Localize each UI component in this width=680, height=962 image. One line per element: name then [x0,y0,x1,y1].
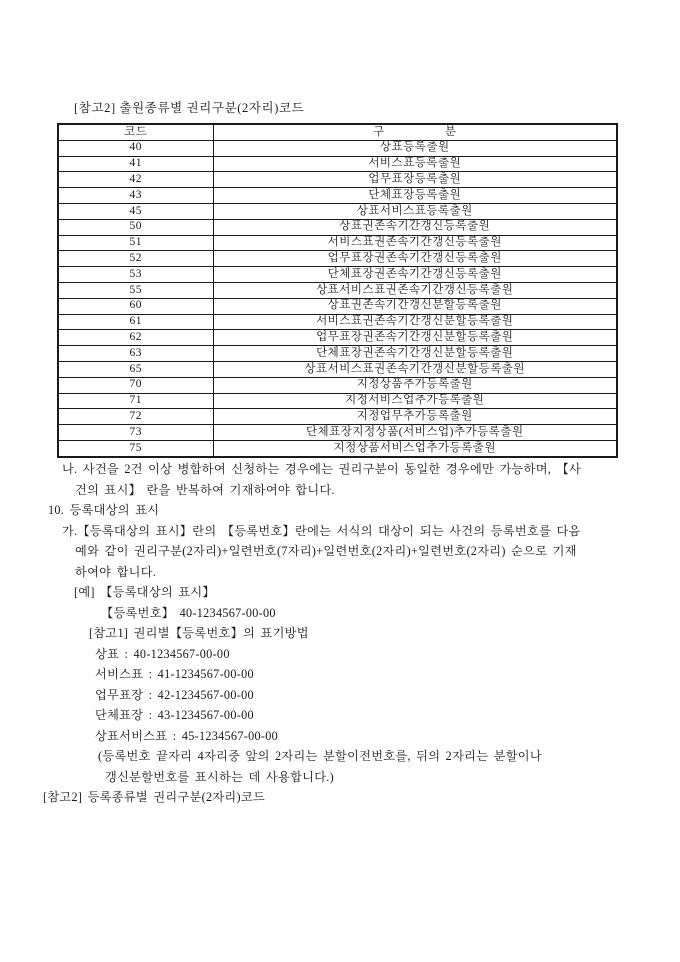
category-cell: 서비스표등록출원 [213,156,617,172]
category-cell: 상표권존속기간갱신등록출원 [213,219,617,235]
table-header-code: 코드 [58,124,213,140]
category-cell: 상표서비스표권존속기간갱신등록출원 [213,282,617,298]
body-line: [참고1] 권리별【등록번호】의 표기방법 [89,626,309,640]
body-line: 나. 사건을 2건 이상 병합하여 신청하는 경우에는 권리구분이 동일한 경우에만 가능하며, 【사 [62,462,582,476]
code-cell: 75 [58,440,213,456]
category-cell: 단체표장권존속기간갱신등록출원 [213,267,617,283]
category-cell: 서비스표권존속기간갱신분할등록출원 [213,314,617,330]
category-cell: 단체표장권존속기간갱신분할등록출원 [213,346,617,362]
body-line: [참고2] 등록종류별 권리구분(2자리)코드 [43,790,266,804]
table-row [58,409,617,425]
body-line: 서비스표 : 41-1234567-00-00 [95,667,254,681]
code-cell: 50 [58,219,213,235]
category-cell: 상표등록출원 [213,140,617,156]
table-row [58,203,617,219]
code-cell: 40 [58,140,213,156]
code-cell: 55 [58,282,213,298]
body-line: 단체표장 : 43-1234567-00-00 [95,708,254,722]
code-cell: 53 [58,267,213,283]
table-header-row [58,124,617,140]
category-cell: 업무표장등록출원 [213,172,617,188]
table-row [58,393,617,409]
category-cell: 지정서비스업추가등록출원 [213,393,617,409]
category-cell: 지정업무추가등록출원 [213,409,617,425]
category-cell: 상표서비스표권존속기간갱신분할등록출원 [213,361,617,377]
table-row [58,346,617,362]
body-line: 건의 표시】 란을 반복하여 기재하여야 합니다. [75,482,335,497]
code-cell: 73 [58,425,213,441]
category-cell: 상표서비스표등록출원 [213,203,617,219]
body-line: 하여야 합니다. [75,564,157,579]
table-row [58,377,617,393]
table-row [58,282,617,298]
category-cell: 업무표장권존속기간갱신등록출원 [213,251,617,267]
codes-table-body [58,124,617,457]
table-row [58,188,617,204]
code-cell: 70 [58,377,213,393]
category-cell: 단체표장지정상품(서비스업)추가등록출원 [213,425,617,441]
body-text [0,459,680,808]
category-cell: 상표권존속기간갱신분할등록출원 [213,298,617,314]
body-line: 가.【등록대상의 표시】란의 【등록번호】란에는 서식의 대상이 되는 사건의 등록번호를 다음 [62,523,581,538]
body-line: 업무표장 : 42-1234567-00-00 [95,687,254,702]
body-line: 【등록번호】 40-1234567-00-00 [101,605,276,620]
category-cell: 서비스표권존속기간갱신등록출원 [213,235,617,251]
table-row [58,314,617,330]
table-row [58,140,617,156]
code-cell: 51 [58,235,213,251]
body-line: 상표 : 40-1234567-00-00 [95,646,230,661]
code-cell: 43 [58,188,213,204]
body-line: 상표서비스표 : 45-1234567-00-00 [95,728,279,743]
table-row [58,172,617,188]
category-cell: 업무표장권존속기간갱신분할등록출원 [213,330,617,346]
body-line: 예와 같이 권리구분(2자리)+일련번호(7자리)+일련번호(2자리)+일련번호(2자리) 순으로 기재 [75,544,577,558]
code-cell: 71 [58,393,213,409]
code-cell: 42 [58,172,213,188]
code-cell: 72 [58,409,213,425]
code-cell: 60 [58,298,213,314]
code-cell: 62 [58,330,213,346]
category-cell: 단체표장등록출원 [213,188,617,204]
section-title: [참고2] 출원종류별 권리구분(2자리)코드 [74,101,305,115]
category-cell: 지정상품추가등록출원 [213,377,617,393]
body-line: 갱신분할번호를 표시하는 데 사용합니다.) [105,769,334,784]
code-cell: 52 [58,251,213,267]
code-cell: 41 [58,156,213,172]
table-row [58,219,617,235]
table-header-category: 구 분 [213,124,617,140]
table-row [58,425,617,441]
table-row [58,361,617,377]
code-cell: 65 [58,361,213,377]
code-cell: 63 [58,346,213,362]
code-cell: 45 [58,203,213,219]
code-cell: 61 [58,314,213,330]
table-row [58,156,617,172]
table-row [58,267,617,283]
table-row [58,235,617,251]
table-row [58,440,617,456]
body-line: [예] 【등록대상의 표시】 [74,585,215,599]
body-line: (등록번호 끝자리 4자리중 앞의 2자리는 분할이전번호를, 뒤의 2자리는 분할이나 [98,749,542,763]
table-row [58,298,617,314]
body-line: 10. 등록대상의 표시 [48,503,160,517]
category-cell: 지정상품서비스업추가등록출원 [213,440,617,456]
table-row [58,330,617,346]
rights-code-table [57,123,618,458]
table-row [58,251,617,267]
